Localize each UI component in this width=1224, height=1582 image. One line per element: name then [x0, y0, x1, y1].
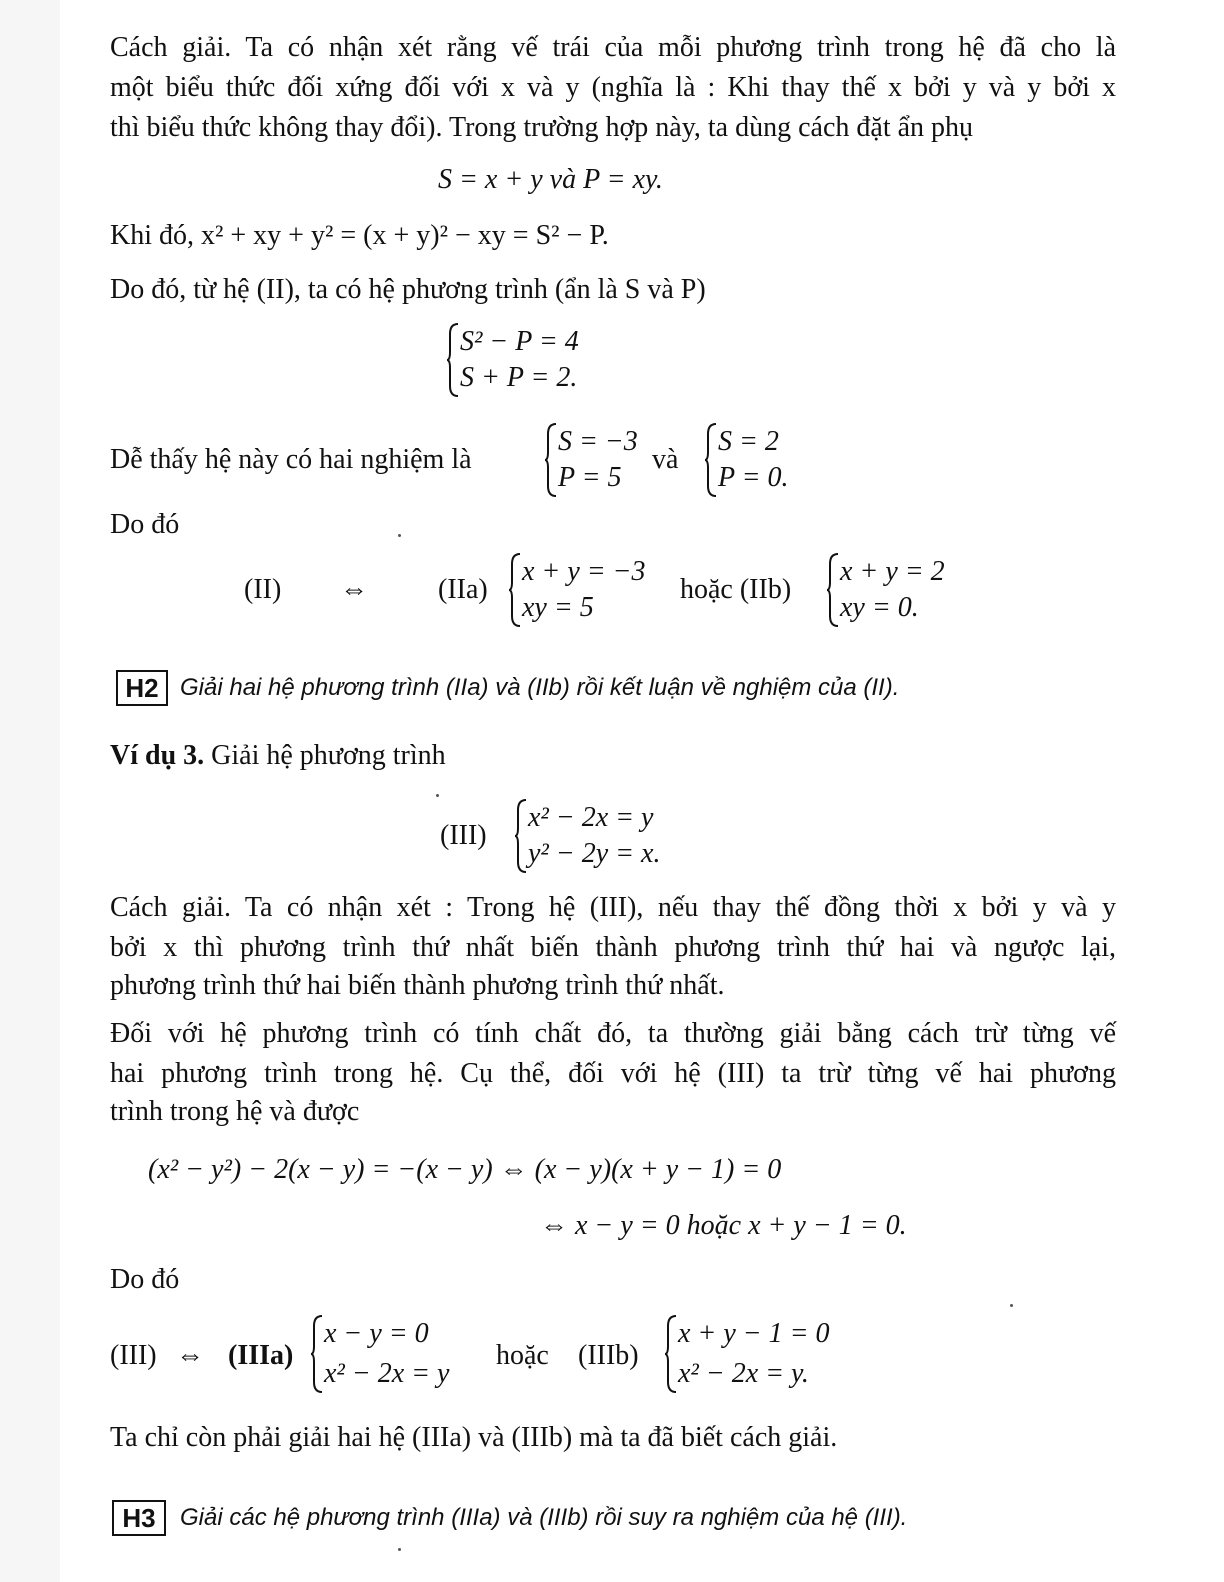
solution-1-row-1: S = −3	[558, 426, 638, 457]
khi-do-formula: Khi đó, x² + xy + y² = (x + y)² − xy = S² − P.	[110, 220, 609, 251]
equiv-II-left: (II)	[244, 574, 282, 605]
equiv-III-left: (III)	[110, 1340, 157, 1371]
example-3-label: Ví dụ 3.	[110, 740, 205, 771]
system-III-label: (III)	[440, 820, 487, 851]
brace-icon	[826, 552, 840, 628]
brace-icon	[704, 422, 718, 498]
brace-icon	[446, 322, 460, 398]
system-III-row-2: y² − 2y = x.	[528, 838, 661, 869]
example-3-text: Giải hệ phương trình	[204, 740, 446, 771]
system-IIa-row-2: xy = 5	[522, 592, 594, 623]
scan-margin	[0, 0, 60, 1582]
system-III	[514, 798, 684, 874]
do-do-1: Do đó	[110, 509, 180, 540]
do-do-2: Do đó	[110, 1264, 180, 1295]
h2-badge: H2	[116, 670, 168, 706]
solution-1-system	[544, 422, 654, 498]
equiv-II-a-label: (IIa)	[438, 574, 488, 605]
conclusion-text: Ta chỉ còn phải giải hai hệ (IIIa) và (IIIb) mà ta đã biết cách giải.	[110, 1422, 838, 1453]
system-III-row-1: x² − 2x = y	[528, 802, 654, 833]
solution-2-row-2: P = 0.	[718, 462, 789, 493]
solution-1-row-2: P = 5	[558, 462, 622, 493]
brace-icon	[544, 422, 558, 498]
system-IIIb-row-2: x² − 2x = y.	[678, 1358, 809, 1389]
system-IIb	[826, 552, 976, 628]
paragraph3-line-1: Đối với hệ phương trình có tính chất đó, ta thường giải bằng cách trừ từng vế	[110, 1018, 1116, 1049]
va-text: và	[652, 444, 679, 475]
equiv-III-or: hoặc	[496, 1340, 549, 1371]
h2-question: Giải hai hệ phương trình (IIa) và (IIb) rồi kết luận về nghiệm của (II).	[180, 674, 900, 701]
derivation-line-2: ⇔ x − y = 0 hoặc x + y − 1 = 0.	[540, 1210, 907, 1241]
system-IIa	[508, 552, 668, 628]
h3-question: Giải các hệ phương trình (IIIa) và (IIIb) rồi suy ra nghiệm của hệ (III).	[180, 1504, 908, 1531]
h3-badge: H3	[112, 1500, 166, 1536]
scan-speck	[436, 794, 439, 797]
equiv-III-a-label: (IIIa)	[228, 1340, 294, 1371]
equiv-III-arrow-icon: ⇔	[176, 1340, 204, 1371]
sp-row-2: S + P = 2.	[460, 362, 578, 393]
paragraph3-line-3: trình trong hệ và được	[110, 1096, 360, 1127]
solution-2-system	[704, 422, 814, 498]
equiv-arrow-icon: ⇔	[340, 574, 368, 605]
system-IIa-row-1: x + y = −3	[522, 556, 646, 587]
do-do-intro: Do đó, từ hệ (II), ta có hệ phương trình (ẩn là S và P)	[110, 274, 706, 305]
system-IIb-row-1: x + y = 2	[840, 556, 945, 587]
sp-row-1: S² − P = 4	[460, 326, 579, 357]
system-IIIa-row-2: x² − 2x = y	[324, 1358, 450, 1389]
system-IIIa-row-1: x − y = 0	[324, 1318, 429, 1349]
brace-icon	[514, 798, 528, 874]
example-3-heading	[110, 738, 446, 774]
substitution-formula: S = x + y và P = xy.	[438, 164, 663, 195]
scan-speck	[398, 534, 401, 537]
de-thay-text: Dễ thấy hệ này có hai nghiệm là	[110, 444, 472, 475]
equiv-II-or: hoặc (IIb)	[680, 574, 792, 605]
brace-icon	[310, 1314, 324, 1394]
paragraph1-line-1: Cách giải. Ta có nhận xét rằng vế trái của mỗi phương trình trong hệ đã cho là	[110, 32, 1116, 63]
scan-speck	[398, 1548, 401, 1551]
paragraph2-line-3: phương trình thứ hai biến thành phương trình thứ nhất.	[110, 970, 725, 1001]
brace-icon	[508, 552, 522, 628]
system-IIIb-row-1: x + y − 1 = 0	[678, 1318, 830, 1349]
brace-icon	[664, 1314, 678, 1394]
paragraph1-line-2: một biểu thức đối xứng đối với x và y (nghĩa là : Khi thay thế x bởi y và y bởi x	[110, 72, 1116, 103]
system-IIb-row-2: xy = 0.	[840, 592, 919, 623]
paragraph2-line-1: Cách giải. Ta có nhận xét : Trong hệ (III), nếu thay thế đồng thời x bởi y và y	[110, 892, 1116, 923]
sp-system	[446, 322, 646, 398]
derivation-line-1: (x² − y²) − 2(x − y) = −(x − y) ⇔ (x − y)(x + y − 1) = 0	[148, 1154, 782, 1185]
system-IIIb	[664, 1314, 854, 1394]
system-IIIa	[310, 1314, 490, 1394]
paragraph1-line-3: thì biểu thức không thay đổi). Trong trường hợp này, ta dùng cách đặt ẩn phụ	[110, 112, 974, 143]
paragraph2-line-2: bởi x thì phương trình thứ nhất biến thành phương trình thứ hai và ngược lại,	[110, 932, 1116, 963]
equiv-III-b-label: (IIIb)	[578, 1340, 639, 1371]
solution-2-row-1: S = 2	[718, 426, 779, 457]
scan-speck	[1010, 1304, 1013, 1307]
paragraph3-line-2: hai phương trình trong hệ. Cụ thể, đối với hệ (III) ta trừ từng vế hai phương	[110, 1058, 1116, 1089]
